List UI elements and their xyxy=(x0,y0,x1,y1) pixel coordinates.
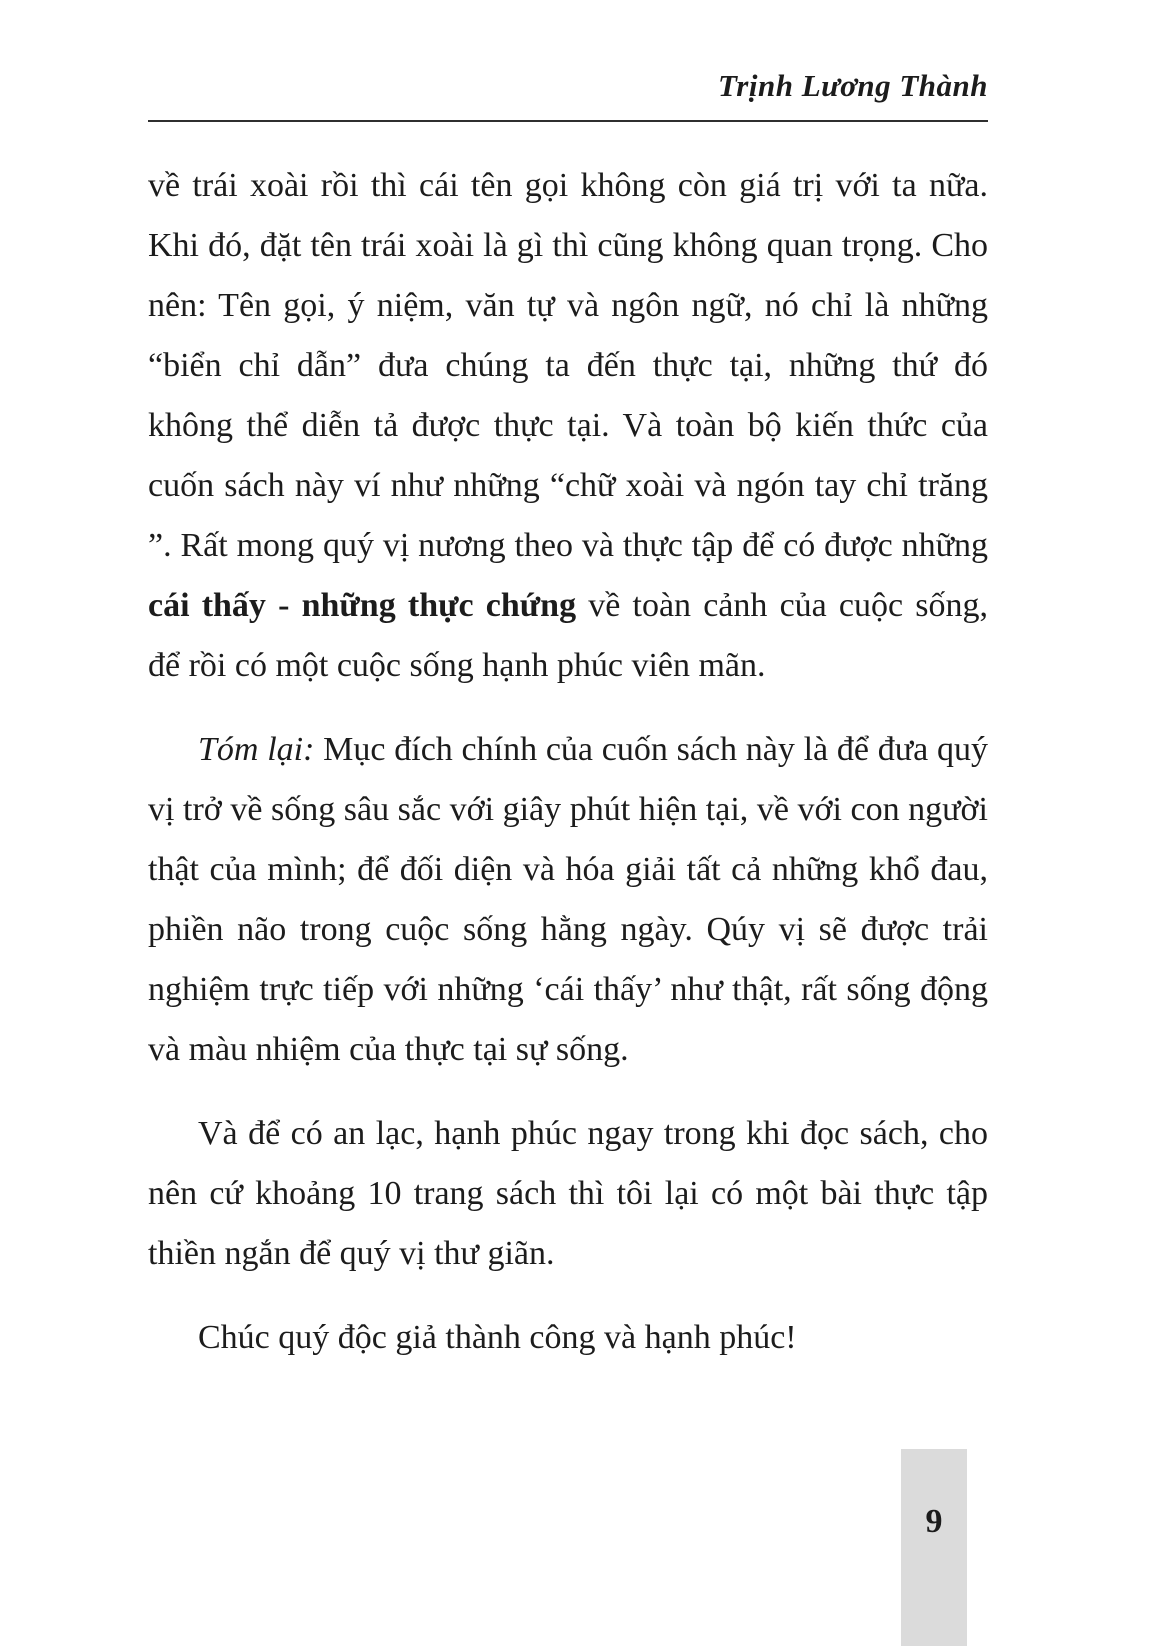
paragraph-2-lead-italic: Tóm lại: xyxy=(198,731,315,768)
paragraph-3-text: Và để có an lạc, hạnh phúc ngay trong khi đọc sách, cho nên cứ khoảng 10 trang sách thì tôi lại có một bài thực tập thiền ngắn để quý vị thư giãn. xyxy=(148,1115,988,1272)
paragraph-4 xyxy=(148,1308,988,1368)
body-text xyxy=(0,130,1174,1368)
paragraph-1-text-after: về toàn cảnh của cuộc sống, để rồi có một cuộc sống hạnh phúc viên mãn. xyxy=(148,587,988,684)
page-number: 9 xyxy=(925,1503,943,1540)
page-header xyxy=(0,0,1174,122)
page-number-bar xyxy=(901,1449,967,1646)
running-head-author: Trịnh Lương Thành xyxy=(718,68,988,103)
paragraph-2-text: Mục đích chính của cuốn sách này là để đưa quý vị trở về sống sâu sắc với giây phút hiện tại, về với con người thật của mình; để đối diện và hóa giải tất cả những khổ đau, phiền não trong cuộc sống hằng ngày. Qúy vị sẽ được trải nghiệm trực tiếp với những ‘cái thấy’ như thật, rất sống động và màu nhiệm của thực tại sự sống. xyxy=(148,731,988,1068)
paragraph-2 xyxy=(148,720,988,1080)
paragraph-1 xyxy=(148,156,988,696)
paragraph-1-bold-phrase: cái thấy - những thực chứng xyxy=(148,587,577,624)
paragraph-4-text: Chúc quý độc giả thành công và hạnh phúc! xyxy=(198,1319,797,1356)
header-rule xyxy=(148,120,988,122)
paragraph-1-text: về trái xoài rồi thì cái tên gọi không còn giá trị với ta nữa. Khi đó, đặt tên trái xoài là gì thì cũng không quan trọng. Cho nên: Tên gọi, ý niệm, văn tự và ngôn ngữ, nó chỉ là những “biển chỉ dẫn” đưa chúng ta đến thực tại, những thứ đó không thể diễn tả được thực tại. Và toàn bộ kiến thức của cuốn sách này ví như những “chữ xoài và ngón tay chỉ trăng ”. Rất mong quý vị nương theo và thực tập để có được những xyxy=(148,167,988,564)
paragraph-3 xyxy=(148,1104,988,1284)
